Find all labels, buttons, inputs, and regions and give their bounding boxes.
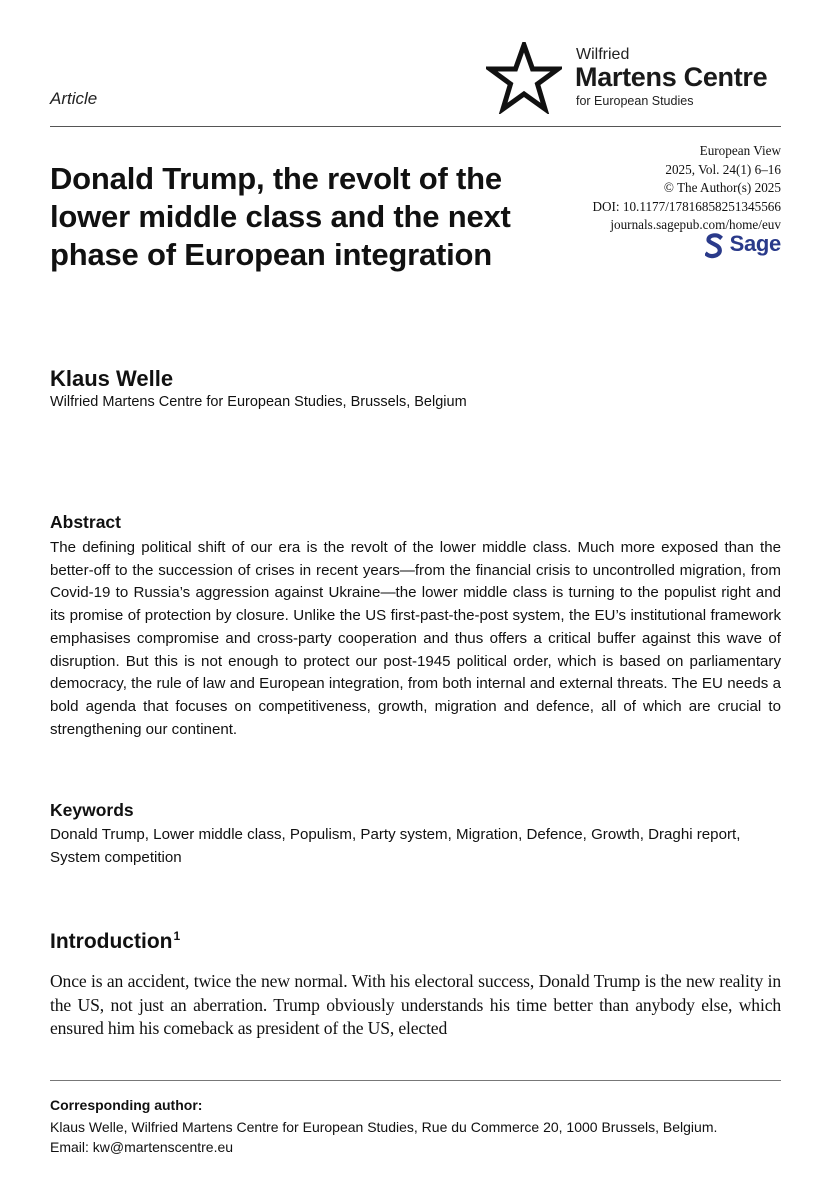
corresponding-author-email[interactable]: Email: kw@martenscentre.eu (50, 1139, 234, 1155)
martens-centre-logo (486, 42, 786, 116)
keywords-text: Donald Trump, Lower middle class, Populism, Party system, Migration, Defence, Growth, Draghi report, System competition (50, 826, 741, 866)
journal-doi[interactable]: DOI: 10.1177/17816858251345566 (592, 198, 781, 214)
introduction-text: Once is an accident, twice the new normal. With his electoral success, Donald Trump is the new reality in the US, not just an aberration. Trump obviously understands his time better than anybody else, which ensured him his comeback as president of the US, elected (50, 971, 781, 1039)
author-name: Klaus Welle (50, 366, 174, 391)
corresponding-author-address: Klaus Welle, Wilfried Martens Centre for European Studies, Rue du Commerce 20, 1000 Brussels, Belgium. (50, 1119, 718, 1135)
logo-text-line3: for European Studies (576, 94, 694, 108)
introduction-heading-text: Introduction (50, 930, 173, 953)
abstract-heading: Abstract (50, 512, 121, 532)
author-affiliation: Wilfried Martens Centre for European Studies, Brussels, Belgium (50, 394, 467, 410)
corresponding-author-details (50, 1117, 790, 1157)
sage-s-icon (705, 233, 723, 259)
logo-text-line2: Martens Centre (575, 62, 768, 92)
article-type-label: Article (50, 89, 98, 108)
introduction-heading (50, 929, 180, 954)
logo-text-line1: Wilfried (576, 46, 630, 63)
corresponding-author-label: Corresponding author: (50, 1097, 203, 1113)
footnote-marker[interactable]: 1 (173, 929, 181, 943)
sage-wordmark: Sage (729, 231, 781, 256)
footer-divider (50, 1080, 781, 1081)
journal-url[interactable]: journals.sagepub.com/home/euv (610, 217, 781, 232)
star-figure-icon (486, 42, 562, 114)
header-divider (50, 126, 781, 127)
journal-info (592, 142, 781, 235)
article-title: Donald Trump, the revolt of the lower middle class and the next phase of European integration (50, 161, 511, 272)
journal-name: European View (699, 143, 781, 158)
abstract-text: The defining political shift of our era is the revolt of the lower middle class. Much more exposed than the better-off to the succession of crises in recent years—from the financial crisis to uncontrolled migration, from Covid-19 to Russia’s aggression against Ukraine—the lower middle class is turning to the populist right and its promise of protection by closure. Unlike the US first-past-the-post system, the EU’s institutional framework emphasises compromise and cross-party cooperation and thus offers a critical buffer against this wave of disruption. But this is not enough to protect our post-1945 political order, which is based on parliamentary democracy, the rule of law and European integration, from both internal and external threats. The EU needs a bold agenda that focuses on competitiveness, growth, migration and defence, all of which are crucial to strengthening our continent. (50, 539, 781, 738)
journal-copyright: © The Author(s) 2025 (663, 180, 781, 195)
journal-volume: 2025, Vol. 24(1) 6–16 (665, 161, 781, 177)
keywords-heading: Keywords (50, 800, 134, 820)
sage-logo (701, 233, 781, 259)
